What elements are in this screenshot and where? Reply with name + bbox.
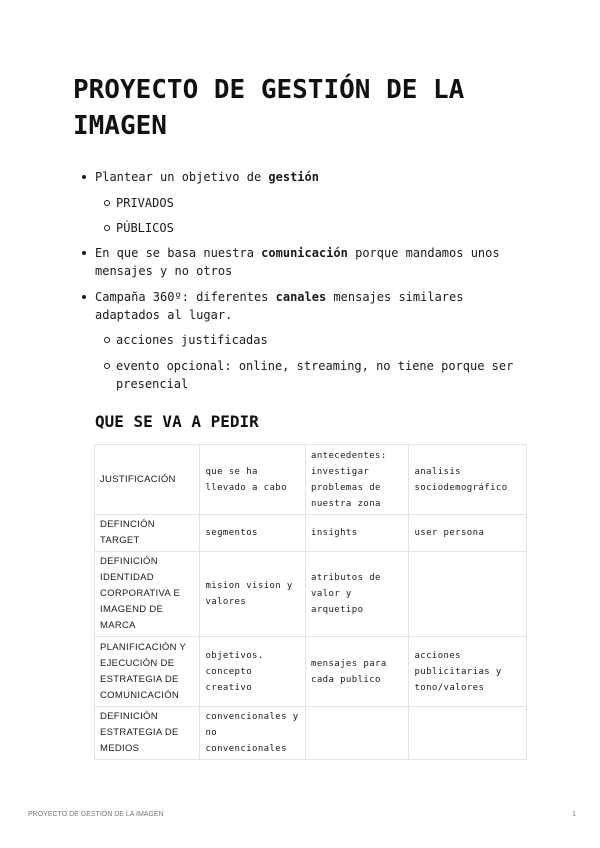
table-cell: acciones publicitarias y tono/valores: [409, 637, 527, 707]
list-item-text: porque mandamos unos: [347, 246, 500, 260]
table-cell: DEFINICIÓN IDENTIDAD CORPORATIVA E IMAGEND DE MARCA: [95, 552, 200, 637]
table-cell: segmentos: [200, 515, 306, 552]
table-cell: mensajes para cada publico: [306, 637, 409, 707]
sublist-item-privados: [116, 194, 536, 212]
list-item-communication: [95, 244, 535, 280]
table-cell: user persona: [409, 515, 527, 552]
list-item-emphasis: comunicación: [261, 246, 348, 260]
list-item-campaign: [95, 288, 535, 324]
table-row: [95, 707, 527, 760]
sublist-item-text: PÚBLICOS: [116, 221, 174, 235]
table-cell: atributos de valor y arquetipo: [306, 552, 409, 637]
requirements-table: [94, 444, 527, 760]
list-item-text: Plantear un objetivo de: [95, 170, 269, 184]
list-item-text: En que se basa nuestra: [95, 246, 262, 260]
list-item-text: mensajes y no otros: [95, 264, 233, 278]
table-cell: analisis sociodemográfico: [409, 445, 527, 515]
footer-title: PROYECTO DE GESTIÓN DE LA IMAGEN: [28, 811, 164, 818]
table-row: [95, 637, 527, 707]
table-cell: [306, 707, 409, 760]
sublist-item-text: presencial: [116, 377, 189, 391]
list-item-text: adaptados al lugar.: [95, 308, 233, 322]
list-item-text: mensajes similares: [326, 290, 464, 304]
table-row: [95, 552, 527, 637]
table-cell: PLANIFICACIÓN Y EJECUCIÓN DE ESTRATEGIA DE COMUNICACIÓN: [95, 637, 200, 707]
table-cell: insights: [306, 515, 409, 552]
table-cell: mision vision y valores: [200, 552, 306, 637]
page-title: PROYECTO DE GESTIÓN DE LA IMAGEN: [73, 75, 465, 141]
table-cell: objetivos. concepto creativo: [200, 637, 306, 707]
section-heading: QUE SE VA A PEDIR: [95, 412, 259, 431]
sublist-item-text: PRIVADOS: [116, 196, 174, 210]
table-cell: JUSTIFICACIÓN: [95, 445, 200, 515]
list-item-emphasis: canales: [275, 290, 327, 304]
table-row: [95, 515, 527, 552]
list-item-text: Campaña 360º: diferentes: [95, 290, 276, 304]
table-cell: [409, 552, 527, 637]
sublist-item-publicos: [116, 219, 536, 237]
table-cell: [409, 707, 527, 760]
table-cell: antecedentes: investigar problemas de nuestra zona: [306, 445, 409, 515]
page-number: 1: [572, 811, 576, 818]
table-cell: DEFINCIÓN TARGET: [95, 515, 200, 552]
page-footer: [28, 811, 576, 818]
table-cell: que se ha llevado a cabo: [200, 445, 306, 515]
sublist-item-text: evento opcional: online, streaming, no tiene porque ser: [116, 359, 514, 373]
sublist-item-actions: [116, 331, 536, 349]
table-cell: DEFINICIÓN ESTRATEGIA DE MEDIOS: [95, 707, 200, 760]
table-cell: convencionales y no convencionales: [200, 707, 306, 760]
list-item-objective: [95, 168, 535, 186]
sublist-item-text: acciones justificadas: [116, 333, 268, 347]
sublist-item-event: [116, 357, 546, 393]
list-item-emphasis: gestión: [268, 170, 319, 184]
table-row: [95, 445, 527, 515]
